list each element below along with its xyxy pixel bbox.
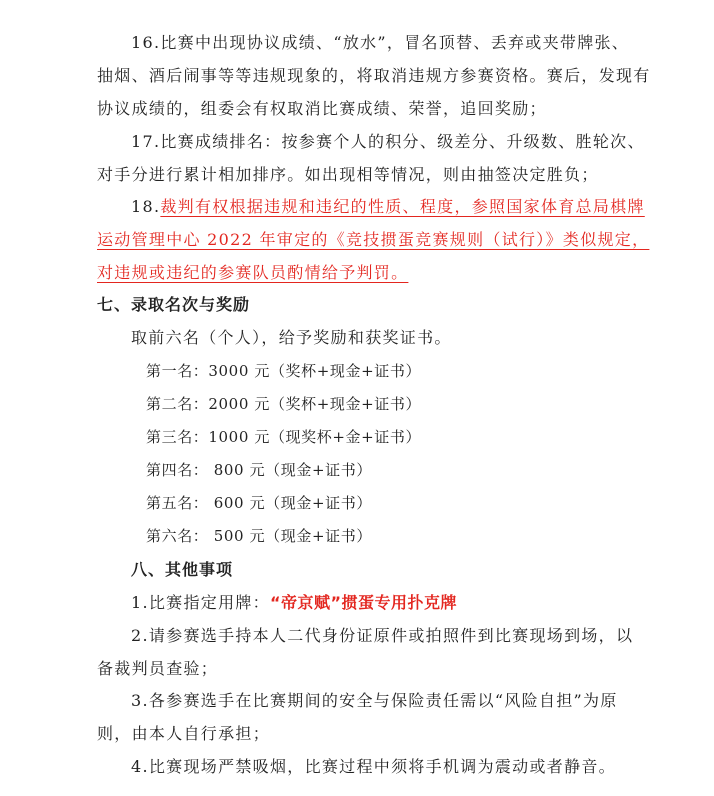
item-16-line-1: 16.比赛中出现协议成绩、“放水”，冒名顶替、丢弃或夹带牌张、 [131,33,630,52]
section-8-item-2-line-1: 2.请参赛选手持本人二代身份证原件或拍照件到比赛现场到场，以 [131,626,634,645]
item-18-line-1 [131,196,645,218]
section-8-item-2-line-2: 备裁判员查验； [97,659,219,678]
prize-4: 第四名： 800 元（现金+证书） [146,461,372,479]
prize-1: 第一名：3000 元（奖杯+现金+证书） [146,362,422,380]
item-18-text-1: 裁判有权根据违规和违纪的性质、程度，参照国家体育总局棋牌 [160,197,645,216]
item-18-line-3 [97,262,408,284]
item-1-prefix: 1.比赛指定用牌： [131,593,270,612]
prize-2: 第二名：2000 元（奖杯+现金+证书） [146,395,422,413]
prize-5: 第五名： 600 元（现金+证书） [146,494,372,512]
section-7-intro: 取前六名（个人），给予奖励和获奖证书。 [131,328,452,347]
item-16-line-3: 协议成绩的，组委会有权取消比赛成绩、荣誉，追回奖励； [97,99,547,118]
section-8-item-3-line-2: 则，由本人自行承担； [97,724,271,743]
item-18-number: 18. [131,197,161,216]
item-18-text-2: 运动管理中心 2022 年审定的《竞技掼蛋竞赛规则（试行）》类似规定， [97,230,650,249]
item-17-line-2: 对手分进行累计相加排序。如出现相等情况，则由抽签决定胜负； [97,165,599,184]
section-8-item-4: 4.比赛现场严禁吸烟，比赛过程中须将手机调为震动或者静音。 [131,757,616,776]
section-8-heading: 八、其他事项 [131,560,234,579]
section-8-item-1 [131,592,457,614]
item-18-line-2 [97,229,649,251]
section-8-item-3-line-1: 3.各参赛选手在比赛期间的安全与保险责任需以“风险自担”为原 [131,691,618,710]
section-7-heading: 七、录取名次与奖励 [97,295,251,314]
card-brand-name: “帝京赋”掼蛋专用扑克牌 [269,593,458,612]
item-16-line-2: 抽烟、酒后闹事等等违规现象的，将取消违规方参赛资格。赛后，发现有 [97,66,651,85]
item-17-line-1: 17.比赛成绩排名：按参赛个人的积分、级差分、升级数、胜轮次、 [131,132,645,151]
item-18-text-3: 对违规或违纪的参赛队员酌情给予判罚。 [97,263,409,282]
prize-3: 第三名：1000 元（现奖杯+金+证书） [146,428,422,446]
prize-6: 第六名： 500 元（现金+证书） [146,527,372,545]
